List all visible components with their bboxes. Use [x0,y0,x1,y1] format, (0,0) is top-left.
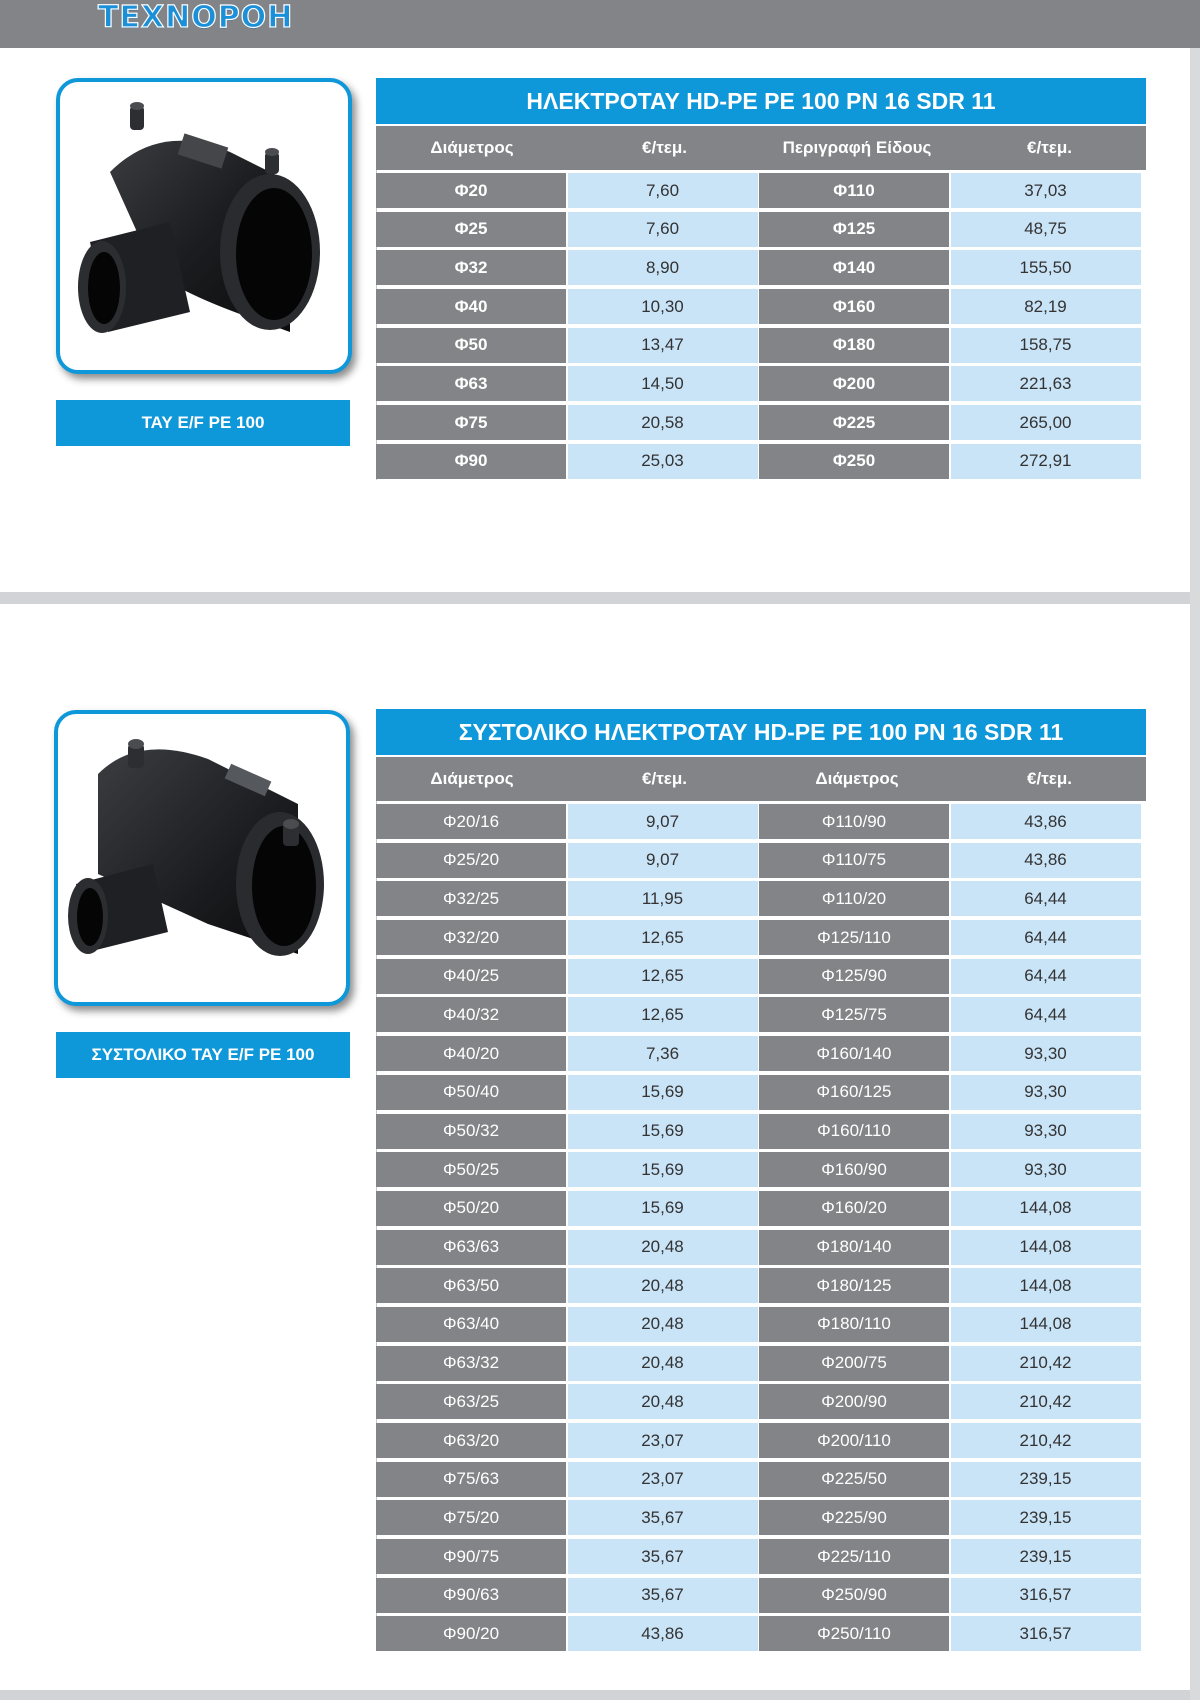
price-cell: 20,48 [568,1346,758,1381]
price-cell: 265,00 [951,405,1141,440]
price-cell: 15,69 [568,1114,758,1149]
diameter-cell: Φ225 [759,405,949,440]
table-row [376,1036,1146,1075]
diameter-cell: Φ225/90 [759,1500,949,1535]
table-row [376,881,1146,920]
column-header: Περιγραφή Είδους [782,138,932,157]
table-row [376,405,1146,444]
diameter-cell: Φ63/40 [376,1307,566,1342]
table-row [376,1616,1146,1655]
price-cell: 82,19 [951,289,1141,324]
price-cell: 20,48 [568,1307,758,1342]
diameter-cell: Φ180/140 [759,1230,949,1265]
diameter-cell: Φ50/20 [376,1191,566,1226]
table-row [376,328,1146,367]
diameter-cell: Φ200/110 [759,1423,949,1458]
price-cell: 64,44 [951,920,1141,955]
diameter-cell: Φ90/20 [376,1616,566,1651]
diameter-cell: Φ32/20 [376,920,566,955]
table-row [376,1307,1146,1346]
price-cell: 35,67 [568,1578,758,1613]
price-cell: 93,30 [951,1114,1141,1149]
column-header: Διάμετρος [815,769,899,788]
column-header: €/τεμ. [1027,138,1072,157]
price-cell: 9,07 [568,843,758,878]
diameter-cell: Φ90/63 [376,1578,566,1613]
price-cell: 144,08 [951,1307,1141,1342]
price-cell: 23,07 [568,1462,758,1497]
price-cell: 316,57 [951,1578,1141,1613]
price-cell: 12,65 [568,959,758,994]
diameter-cell: Φ225/110 [759,1539,949,1574]
reducing-tee-fitting-illustration [58,714,346,1002]
diameter-cell: Φ125/75 [759,997,949,1032]
diameter-cell: Φ63/63 [376,1230,566,1265]
table-row [376,1423,1146,1462]
column-header: Διάμετρος [430,769,514,788]
diameter-cell: Φ25/20 [376,843,566,878]
diameter-cell: Φ250/90 [759,1578,949,1613]
table-row [376,1191,1146,1230]
price-cell: 9,07 [568,804,758,839]
table-row [376,1152,1146,1191]
price-cell: 25,03 [568,444,758,479]
price-cell: 64,44 [951,997,1141,1032]
diameter-cell: Φ160/110 [759,1114,949,1149]
price-cell: 221,63 [951,366,1141,401]
diameter-cell: Φ50/32 [376,1114,566,1149]
table-row [376,1230,1146,1269]
price-cell: 15,69 [568,1075,758,1110]
price-cell: 64,44 [951,881,1141,916]
price-cell: 20,48 [568,1230,758,1265]
diameter-cell: Φ125/110 [759,920,949,955]
price-cell: 144,08 [951,1191,1141,1226]
price-cell: 48,75 [951,212,1141,247]
diameter-cell: Φ160/20 [759,1191,949,1226]
table-row [376,1114,1146,1153]
price-cell: 11,95 [568,881,758,916]
product-caption: ΣΥΣΤΟΛΙΚΟ ΤΑΥ E/F PE 100 [56,1032,350,1078]
table-row [376,1268,1146,1307]
diameter-cell: Φ32 [376,250,566,285]
price-cell: 155,50 [951,250,1141,285]
price-cell: 43,86 [951,843,1141,878]
table-row [376,444,1146,483]
price-cell: 14,50 [568,366,758,401]
product-image-tee [56,78,352,374]
diameter-cell: Φ63 [376,366,566,401]
price-cell: 15,69 [568,1191,758,1226]
table-row [376,804,1146,843]
diameter-cell: Φ50/40 [376,1075,566,1110]
diameter-cell: Φ75/20 [376,1500,566,1535]
table-row [376,1384,1146,1423]
column-header: €/τεμ. [642,769,687,788]
diameter-cell: Φ110 [759,173,949,208]
diameter-cell: Φ250 [759,444,949,479]
price-cell: 93,30 [951,1152,1141,1187]
diameter-cell: Φ200/75 [759,1346,949,1381]
diameter-cell: Φ40/20 [376,1036,566,1071]
price-cell: 144,08 [951,1230,1141,1265]
column-header: €/τεμ. [642,138,687,157]
price-cell: 20,48 [568,1268,758,1303]
diameter-cell: Φ63/50 [376,1268,566,1303]
price-cell: 12,65 [568,920,758,955]
diameter-cell: Φ40 [376,289,566,324]
table-row [376,843,1146,882]
table-row [376,1578,1146,1617]
diameter-cell: Φ225/50 [759,1462,949,1497]
diameter-cell: Φ20 [376,173,566,208]
price-cell: 93,30 [951,1036,1141,1071]
price-table-body [376,173,1146,483]
diameter-cell: Φ20/16 [376,804,566,839]
diameter-cell: Φ125 [759,212,949,247]
diameter-cell: Φ160/140 [759,1036,949,1071]
table-row [376,1539,1146,1578]
price-cell: 7,60 [568,173,758,208]
table-row [376,920,1146,959]
table-row [376,250,1146,289]
table-row [376,1075,1146,1114]
diameter-cell: Φ63/32 [376,1346,566,1381]
section-separator [0,592,1190,604]
diameter-cell: Φ40/32 [376,997,566,1032]
price-cell: 7,36 [568,1036,758,1071]
product-caption: ΤΑΥ E/F PE 100 [56,400,350,446]
table-title: ΣΥΣΤΟΛΙΚΟ ΗΛΕΚΤΡΟΤΑΥ HD-PE PE 100 PN 16 SDR 11 [376,709,1146,755]
price-cell: 43,86 [951,804,1141,839]
diameter-cell: Φ160/90 [759,1152,949,1187]
diameter-cell: Φ180/125 [759,1268,949,1303]
price-cell: 210,42 [951,1384,1141,1419]
diameter-cell: Φ90 [376,444,566,479]
diameter-cell: Φ140 [759,250,949,285]
price-cell: 272,91 [951,444,1141,479]
diameter-cell: Φ200/90 [759,1384,949,1419]
price-cell: 8,90 [568,250,758,285]
price-cell: 10,30 [568,289,758,324]
brand-logo: ΤΕΧΝΟΡΟΗ [98,0,294,35]
product-image-reducing-tee [54,710,350,1006]
price-cell: 239,15 [951,1539,1141,1574]
price-cell: 64,44 [951,959,1141,994]
price-cell: 93,30 [951,1075,1141,1110]
price-cell: 316,57 [951,1616,1141,1651]
diameter-cell: Φ63/25 [376,1384,566,1419]
price-cell: 239,15 [951,1462,1141,1497]
table-header [376,126,1146,170]
price-cell: 37,03 [951,173,1141,208]
diameter-cell: Φ110/75 [759,843,949,878]
price-cell: 20,58 [568,405,758,440]
diameter-cell: Φ180 [759,328,949,363]
diameter-cell: Φ50/25 [376,1152,566,1187]
diameter-cell: Φ125/90 [759,959,949,994]
price-cell: 15,69 [568,1152,758,1187]
diameter-cell: Φ180/110 [759,1307,949,1342]
bottom-separator [0,1690,1190,1700]
diameter-cell: Φ50 [376,328,566,363]
diameter-cell: Φ32/25 [376,881,566,916]
price-cell: 35,67 [568,1539,758,1574]
diameter-cell: Φ160/125 [759,1075,949,1110]
diameter-cell: Φ90/75 [376,1539,566,1574]
table-row [376,212,1146,251]
price-cell: 20,48 [568,1384,758,1419]
price-cell: 239,15 [951,1500,1141,1535]
price-cell: 43,86 [568,1616,758,1651]
price-cell: 210,42 [951,1346,1141,1381]
header-bar [0,0,1200,48]
table-row [376,997,1146,1036]
table-row [376,173,1146,212]
right-edge-strip [1190,48,1200,1700]
diameter-cell: Φ110/20 [759,881,949,916]
price-cell: 7,60 [568,212,758,247]
price-cell: 12,65 [568,997,758,1032]
price-cell: 13,47 [568,328,758,363]
table-row [376,1462,1146,1501]
diameter-cell: Φ110/90 [759,804,949,839]
table-row [376,366,1146,405]
diameter-cell: Φ250/110 [759,1616,949,1651]
diameter-cell: Φ200 [759,366,949,401]
diameter-cell: Φ25 [376,212,566,247]
diameter-cell: Φ63/20 [376,1423,566,1458]
column-header: €/τεμ. [1027,769,1072,788]
diameter-cell: Φ160 [759,289,949,324]
table-header [376,757,1146,801]
table-row [376,1500,1146,1539]
column-header: Διάμετρος [430,138,514,157]
price-cell: 158,75 [951,328,1141,363]
table-title: ΗΛΕΚΤΡΟΤΑΥ HD-PE PE 100 PN 16 SDR 11 [376,78,1146,124]
price-cell: 35,67 [568,1500,758,1535]
table-row [376,289,1146,328]
price-table-body [376,804,1146,1655]
tee-fitting-illustration [60,82,348,370]
table-row [376,1346,1146,1385]
diameter-cell: Φ75 [376,405,566,440]
price-cell: 23,07 [568,1423,758,1458]
price-cell: 144,08 [951,1268,1141,1303]
price-cell: 210,42 [951,1423,1141,1458]
table-row [376,959,1146,998]
diameter-cell: Φ75/63 [376,1462,566,1497]
diameter-cell: Φ40/25 [376,959,566,994]
